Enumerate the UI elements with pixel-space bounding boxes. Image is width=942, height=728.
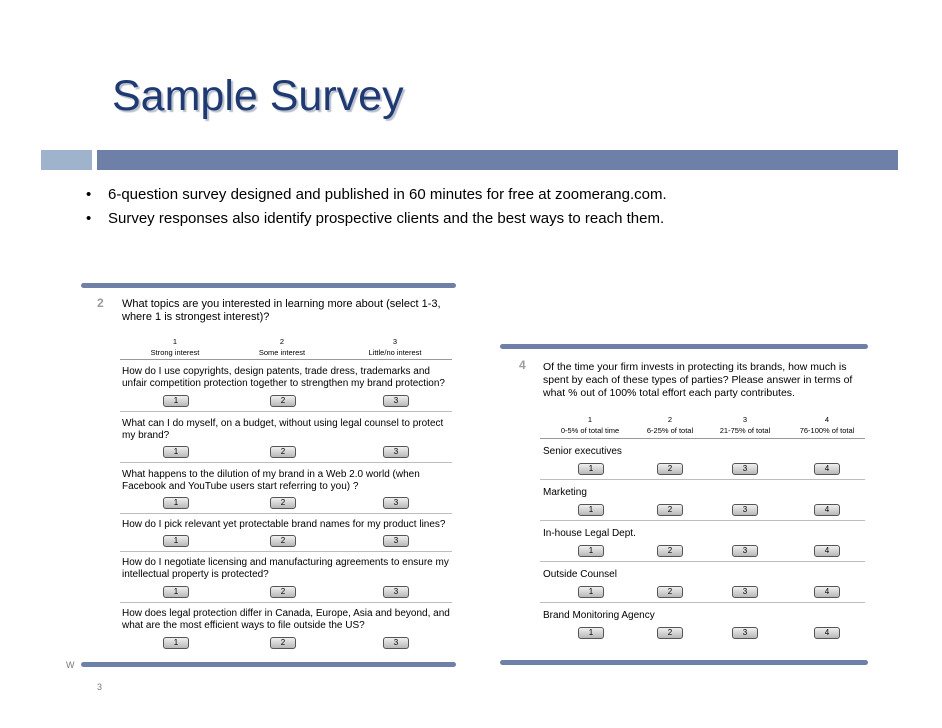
scale-divider	[120, 359, 452, 360]
scale-number: 2	[667, 415, 673, 424]
option-button-1[interactable]: 1	[578, 627, 604, 639]
option-button-3[interactable]: 3	[732, 463, 758, 475]
option-button-4[interactable]: 4	[814, 463, 840, 475]
option-button-1[interactable]: 1	[163, 395, 189, 407]
option-button-2[interactable]: 2	[270, 535, 296, 547]
option-button-3[interactable]: 3	[383, 637, 409, 649]
item-separator	[120, 513, 452, 514]
option-button-4[interactable]: 4	[814, 627, 840, 639]
option-button-3[interactable]: 3	[732, 586, 758, 598]
option-button-2[interactable]: 2	[270, 395, 296, 407]
survey-item: In-house Legal Dept.	[543, 528, 636, 539]
option-button-2[interactable]: 2	[270, 446, 296, 458]
panel-top-border	[81, 283, 456, 288]
survey-item: Outside Counsel	[543, 569, 617, 580]
bullet-item	[86, 183, 667, 207]
option-button-1[interactable]: 1	[578, 545, 604, 557]
bullet-item	[86, 207, 667, 231]
bullet-list	[86, 183, 667, 231]
survey-item: What happens to the dilution of my brand in a Web 2.0 world (when Facebook and YouTube users start referring to you) ?	[122, 469, 420, 492]
survey-item: Brand Monitoring Agency	[543, 610, 655, 621]
scale-divider	[540, 438, 865, 439]
question-text: Of the time your firm invests in protecting its brands, how much is spent by each of these types of parties? Please answer in terms of what % out of 100% total effort each party contributes.	[543, 361, 853, 399]
scale-label: 21-75% of total	[719, 426, 771, 435]
bullet-icon: •	[86, 186, 92, 203]
option-button-3[interactable]: 3	[732, 545, 758, 557]
survey-item: Marketing	[543, 487, 587, 498]
scale-number: 2	[279, 337, 285, 346]
scale-label: Little/no interest	[368, 348, 422, 357]
survey-item: How do I use copyrights, design patents, trade dress, trademarks and unfair competition protection together to strengthen my brand protection?	[122, 366, 445, 389]
option-button-2[interactable]: 2	[270, 497, 296, 509]
item-separator	[120, 551, 452, 552]
option-button-4[interactable]: 4	[814, 586, 840, 598]
option-button-3[interactable]: 3	[383, 395, 409, 407]
scale-number: 3	[392, 337, 398, 346]
panel-bottom-border	[81, 662, 456, 667]
survey-item: Senior executives	[543, 446, 622, 457]
option-button-4[interactable]: 4	[814, 545, 840, 557]
survey-item: How does legal protection differ in Canada, Europe, Asia and beyond, and what are the most efficient ways to file outside the US?	[122, 608, 450, 631]
survey-item: How do I pick relevant yet protectable brand names for my product lines?	[122, 519, 446, 530]
option-button-1[interactable]: 1	[163, 497, 189, 509]
option-button-1[interactable]: 1	[163, 586, 189, 598]
item-separator	[540, 561, 865, 562]
title-accent-block	[41, 150, 92, 170]
scale-label: Some interest	[258, 348, 306, 357]
option-button-3[interactable]: 3	[383, 446, 409, 458]
item-separator	[120, 462, 452, 463]
option-button-3[interactable]: 3	[383, 586, 409, 598]
item-separator	[540, 479, 865, 480]
question-number: 4	[519, 358, 526, 372]
scale-number: 3	[742, 415, 748, 424]
item-separator	[120, 602, 452, 603]
option-button-1[interactable]: 1	[163, 637, 189, 649]
option-button-2[interactable]: 2	[270, 586, 296, 598]
item-separator	[540, 520, 865, 521]
bullet-text: Survey responses also identify prospective clients and the best ways to reach them.	[108, 210, 665, 227]
scale-label: 6-25% of total	[646, 426, 694, 435]
option-button-1[interactable]: 1	[578, 463, 604, 475]
scale-label: 76-100% of total	[799, 426, 855, 435]
question-text: What topics are you interested in learning more about (select 1-3, where 1 is strongest interest)?	[122, 298, 441, 323]
item-separator	[540, 602, 865, 603]
edge-mark: W	[66, 660, 75, 670]
item-separator	[120, 411, 452, 412]
option-button-4[interactable]: 4	[814, 504, 840, 516]
scale-number: 1	[172, 337, 178, 346]
option-button-1[interactable]: 1	[163, 446, 189, 458]
scale-label: Strong interest	[150, 348, 200, 357]
option-button-1[interactable]: 1	[163, 535, 189, 547]
option-button-1[interactable]: 1	[578, 504, 604, 516]
option-button-2[interactable]: 2	[657, 504, 683, 516]
scale-label: 0-5% of total time	[560, 426, 620, 435]
question-number: 2	[97, 296, 104, 310]
option-button-3[interactable]: 3	[732, 627, 758, 639]
title-divider-bar	[97, 150, 898, 170]
option-button-2[interactable]: 2	[270, 637, 296, 649]
option-button-2[interactable]: 2	[657, 627, 683, 639]
option-button-2[interactable]: 2	[657, 586, 683, 598]
survey-item: How do I negotiate licensing and manufacturing agreements to ensure my intellectual property is protected?	[122, 557, 449, 580]
option-button-2[interactable]: 2	[657, 545, 683, 557]
slide-title: Sample Survey	[112, 72, 404, 120]
bullet-text: 6-question survey designed and published in 60 minutes for free at zoomerang.com.	[108, 186, 667, 203]
panel-top-border	[500, 344, 868, 349]
next-question-mark: 3	[97, 682, 103, 692]
option-button-3[interactable]: 3	[732, 504, 758, 516]
scale-number: 1	[587, 415, 593, 424]
scale-number: 4	[824, 415, 830, 424]
option-button-3[interactable]: 3	[383, 497, 409, 509]
option-button-2[interactable]: 2	[657, 463, 683, 475]
bullet-icon: •	[86, 210, 92, 227]
option-button-3[interactable]: 3	[383, 535, 409, 547]
option-button-1[interactable]: 1	[578, 586, 604, 598]
survey-item: What can I do myself, on a budget, without using legal counsel to protect my brand?	[122, 418, 444, 441]
panel-bottom-border	[500, 660, 868, 665]
